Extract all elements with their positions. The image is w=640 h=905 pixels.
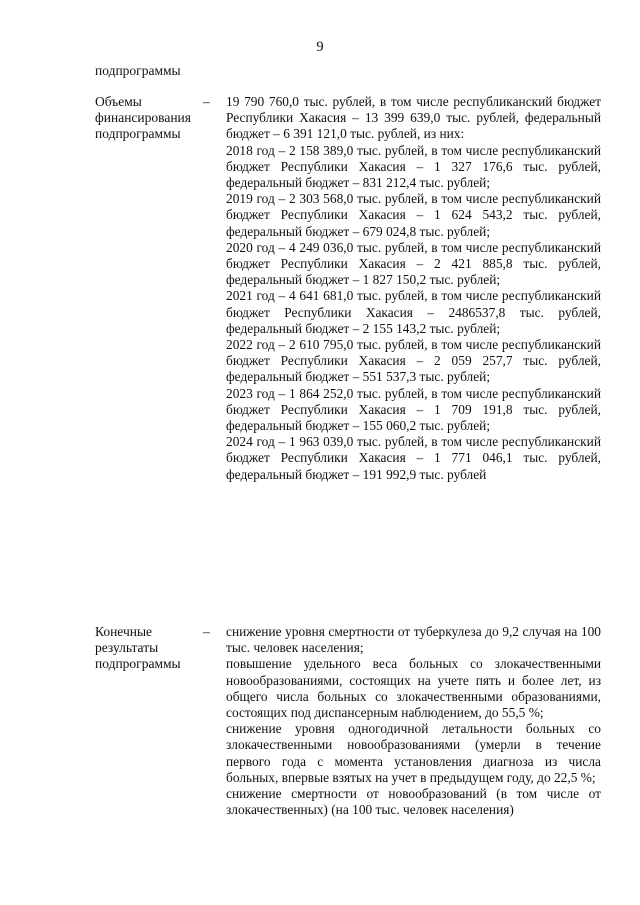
- funding-year-2022: 2022 год – 2 610 795,0 тыс. рублей, в том числе республиканский бюджет Республики Хакасия – 2 059 257,7 тыс. рублей, федеральный бюджет – 551 537,3 тыс. рублей;: [226, 337, 601, 385]
- result-item-one-year-lethality: снижение уровня одногодичной летальности больных со злокачественными новообразованиями (умерли в течение первого года с момента установления диагноза из числа больных, впервые взятых на учет в предыдущем году, до 22,5 %;: [226, 721, 601, 785]
- final-results-content: [226, 624, 601, 818]
- funding-year-2019: 2019 год – 2 303 568,0 тыс. рублей, в том числе республиканский бюджет Республики Хакасия – 1 624 543,2 тыс. рублей, федеральный бюджет – 679 024,8 тыс. рублей;: [226, 191, 601, 239]
- continued-label: подпрограммы: [95, 63, 181, 78]
- funding-year-2020: 2020 год – 4 249 036,0 тыс. рублей, в том числе республиканский бюджет Республики Хакасия – 2 421 885,8 тыс. рублей, федеральный бюджет – 1 827 150,2 тыс. рублей;: [226, 239, 601, 288]
- result-item-five-year-survival: повышение удельного веса больных со злокачественными новообразованиями, состоящих на учете пять и более лет, из общего числа больных со злокачественными образованиями, состоящих под диспансерным наблюдением, до 55,5 %;: [226, 656, 601, 721]
- funding-volume-content: [226, 94, 601, 483]
- final-results-dash: –: [203, 624, 210, 639]
- funding-volume-dash: –: [203, 94, 210, 109]
- funding-total: 19 790 760,0 тыс. рублей, в том числе республиканский бюджет Республики Хакасия – 13 399 639,0 тыс. рублей, федеральный бюджет – 6 391 121,0 тыс. рублей, из них:: [226, 94, 601, 142]
- funding-volume-label: Объемы финансирования подпрограммы: [95, 94, 191, 142]
- funding-year-2023: 2023 год – 1 864 252,0 тыс. рублей, в том числе республиканский бюджет Республики Хакасия – 1 709 191,8 тыс. рублей, федеральный бюджет – 155 060,2 тыс. рублей;: [226, 385, 601, 434]
- funding-year-2018: 2018 год – 2 158 389,0 тыс. рублей, в том числе республиканский бюджет Республики Хакасия – 1 327 176,6 тыс. рублей, федеральный бюджет – 831 212,4 тыс. рублей;: [226, 142, 601, 191]
- funding-year-2024: 2024 год – 1 963 039,0 тыс. рублей, в том числе республиканский бюджет Республики Хакасия – 1 771 046,1 тыс. рублей, федеральный бюджет – 191 992,9 тыс. рублей: [226, 434, 601, 482]
- funding-year-2021: 2021 год – 4 641 681,0 тыс. рублей, в том числе республиканский бюджет Республики Хакасия – 2486537,8 тыс. рублей, федеральный бюджет – 2 155 143,2 тыс. рублей;: [226, 288, 601, 336]
- page-number: 9: [316, 39, 324, 55]
- result-item-neoplasm-mortality: снижение смертности от новообразований (в том числе от злокачественных) (на 100 тыс. человек населения): [226, 786, 601, 818]
- result-item-tuberculosis: снижение уровня смертности от туберкулеза до 9,2 случая на 100 тыс. человек населения;: [226, 624, 601, 656]
- final-results-label: Конечные результаты подпрограммы: [95, 624, 181, 672]
